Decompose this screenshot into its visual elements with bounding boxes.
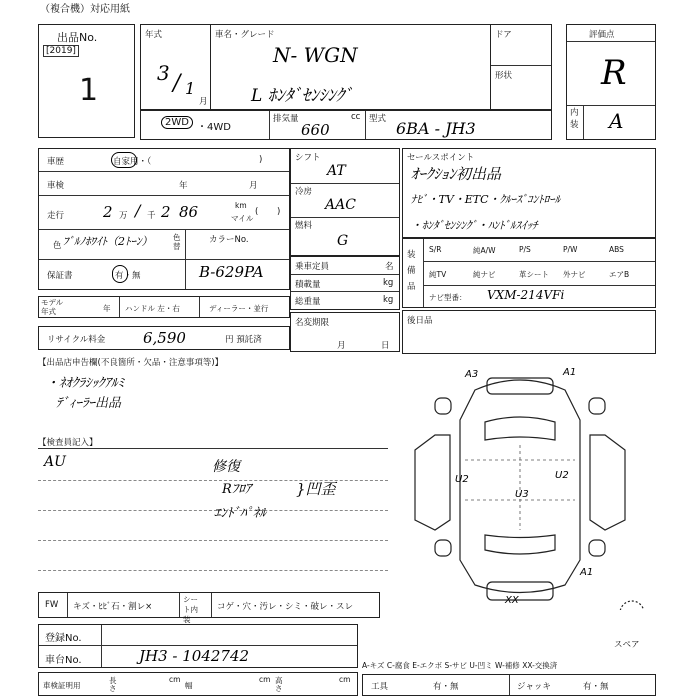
model-label: モデル年式	[41, 298, 64, 316]
rename-box	[290, 312, 400, 352]
car-grade: L ﾎﾝﾀﾞｾﾝｼﾝｸﾞ	[251, 86, 353, 106]
drive-box	[140, 110, 552, 140]
capacity-box	[290, 256, 400, 310]
equipment-option: P/S	[519, 245, 531, 254]
fw-row	[38, 592, 380, 624]
equipment-option: P/W	[563, 245, 578, 254]
color-label: 色	[53, 241, 62, 251]
equipment-option: 純ナビ	[473, 270, 496, 279]
equipment-label: 装備品	[407, 250, 416, 292]
door-box	[490, 24, 552, 110]
color-no-value: B-629PA	[199, 263, 264, 281]
sales-line3: ・ﾎﾝﾀﾞｾﾝｼﾝｸﾞ・ﾊﾝﾄﾞﾙｽｲｯﾁ	[411, 219, 538, 232]
sheet-title: （複合機）対応用紙	[40, 4, 130, 15]
recycle-unit: 円 預託済	[225, 335, 262, 345]
declaration-label: 【出品店申告欄(不良箇所・欠品・注意事項等)】	[38, 358, 224, 368]
cert-cm-1: cm	[169, 675, 181, 684]
lot-label: 出品No.	[57, 31, 98, 44]
color-change-label: 色替	[173, 233, 181, 251]
inspector-bracket-note: }凹歪	[296, 480, 336, 498]
navi-value: VXM-214VFi	[487, 288, 565, 302]
shaken-month: 月	[249, 181, 258, 191]
year-label: 年式	[145, 30, 163, 40]
cert-cm-2: cm	[259, 675, 271, 684]
mark-xx: XX	[505, 595, 519, 606]
lot-number: 1	[79, 73, 99, 108]
history-paren-close: )	[259, 155, 263, 165]
fw-options: キズ・ﾋﾋﾞ石・割レ×	[73, 602, 153, 612]
mileage-paren-open: (	[255, 207, 259, 217]
handle-label: ハンドル 左・右	[125, 304, 180, 313]
car-label: 車名・グレード	[215, 30, 275, 40]
seats-unit: 名	[385, 262, 394, 272]
drive-4wd: ・4WD	[197, 122, 231, 133]
weight-unit: kg	[383, 295, 394, 305]
spare-label: スペア	[614, 640, 640, 650]
jack-label: ジャッキ	[517, 682, 551, 692]
back-date-label: 後日品	[407, 316, 433, 326]
equipment-option: 外ナビ	[563, 270, 586, 279]
tools-row	[362, 674, 656, 696]
year-value: 3	[157, 61, 170, 85]
warranty-label: 保証書	[47, 271, 73, 281]
eval-score: R	[601, 53, 627, 93]
inspector-line3: Rﾌﾛｱ	[222, 482, 252, 497]
equipment-option: 純A/W	[473, 246, 496, 255]
equipment-option: ABS	[609, 245, 624, 254]
mark-u2-right: U2	[555, 470, 569, 481]
frame-label: 車台No.	[45, 655, 82, 666]
inspector-line1: AU	[44, 454, 66, 470]
type-label: 型式	[369, 114, 387, 124]
cc-label: 排気量	[273, 114, 299, 124]
history-box	[38, 148, 290, 290]
fuel-label: 燃料	[295, 221, 313, 231]
year-month-suffix: 月	[199, 97, 208, 107]
shaken-label: 車検	[47, 181, 65, 191]
warranty-options: 有・無	[115, 271, 141, 281]
door-label: ドア	[495, 30, 512, 40]
tools-options: 有・無	[433, 682, 459, 692]
registration-label: 登録No.	[45, 633, 82, 644]
equipment-box	[402, 238, 656, 308]
rename-label: 名変期限	[295, 318, 330, 328]
declaration-line2: ﾃﾞｨｰﾗｰ出品	[56, 396, 122, 411]
year-slash: /	[173, 71, 181, 96]
ac-value: AAC	[325, 197, 356, 213]
drive-2wd-circled	[161, 116, 193, 129]
cert-cm-3: cm	[339, 675, 351, 684]
mileage-sen: 2	[161, 203, 171, 221]
legend: A-キズ C-腐食 E-エクボ S-サビ U-凹ミ W-補修 XX-交換済	[362, 661, 558, 670]
year-badge-value: 2019	[49, 46, 73, 56]
inspector-line2: 修復	[212, 459, 240, 475]
sales-line2: ﾅﾋﾞ・TV・ETC・ｸﾙｰｽﾞｺﾝﾄﾛｰﾙ	[411, 193, 561, 206]
interior-score: A	[609, 109, 624, 133]
inspector-line4: ｴﾝﾄﾞﾊﾟﾈﾙ	[214, 506, 266, 521]
color-value: ﾌﾞﾙﾉﾎﾜｲﾄ（2ﾄｰﾝ）	[63, 235, 153, 248]
mileage-label: 走行	[47, 211, 65, 221]
sales-box	[402, 148, 656, 238]
car-name: N- WGN	[273, 43, 358, 67]
cert-row	[38, 672, 358, 696]
cert-label: 車検証明用	[43, 681, 81, 690]
seats-label: 乗車定員	[295, 262, 330, 272]
sales-label: セールスポイント	[407, 153, 475, 163]
shift-label: シフト	[295, 153, 321, 163]
fw-label: FW	[45, 600, 59, 610]
inspector-label: 【検査員記入】	[38, 438, 98, 448]
fuel-value: G	[337, 233, 349, 249]
model-year-suffix: 年	[103, 304, 111, 313]
mileage-sen-unit: 千	[147, 211, 156, 221]
year-badge: [2019]	[43, 45, 79, 57]
jack-options: 有・無	[583, 682, 609, 692]
color-no-label: カラーNo.	[209, 235, 249, 245]
history-options: 自家用・（	[113, 157, 152, 167]
sales-line1: ｵｰｸｼｮﾝ初出品	[411, 165, 502, 183]
equipment-option: 革シート	[519, 270, 549, 279]
navi-label: ナビ型番：	[429, 293, 467, 302]
mile-label: マイル	[231, 214, 254, 223]
year-month: 1	[185, 79, 196, 98]
load-unit: kg	[383, 278, 394, 288]
history-label: 車歴	[47, 157, 65, 167]
declaration-line1: ・ﾈｵｸﾗｼｯｸｱﾙﾐ	[46, 376, 125, 391]
load-label: 積載量	[295, 280, 321, 290]
cert-height: 高さ	[275, 676, 283, 693]
registration-box	[38, 624, 358, 668]
frame-value: JH3 - 1042742	[139, 647, 250, 665]
equipment-option: 純TV	[429, 270, 447, 279]
mark-u3: U3	[515, 489, 529, 500]
tools-label: 工具	[371, 682, 389, 692]
mark-a3: A3	[465, 369, 479, 380]
shift-value: AT	[327, 163, 346, 179]
seat-options: コゲ・穴・汚レ・シミ・破レ・スレ	[217, 602, 354, 612]
mileage-rest: 86	[179, 203, 199, 221]
rename-month: 月	[337, 341, 346, 351]
car-box	[210, 24, 492, 110]
mileage-man-unit: 万	[119, 211, 128, 221]
mileage-man: 2	[103, 203, 113, 221]
recycle-label: リサイクル料金	[47, 335, 106, 345]
dealer-label: ディーラー・並行	[209, 304, 269, 313]
eval-label: 評価点	[589, 30, 615, 40]
shape-label: 形状	[495, 71, 513, 81]
type-value: 6BA - JH3	[396, 119, 476, 138]
drive-2wd: 2WD	[165, 117, 189, 128]
rename-day: 日	[381, 341, 390, 351]
seat-label: シート内装	[183, 595, 198, 624]
eval-box	[566, 24, 656, 140]
model-row	[38, 296, 290, 318]
km-label: km	[235, 201, 247, 210]
shift-box	[290, 148, 400, 256]
ac-label: 冷房	[295, 187, 313, 197]
cert-len: 長さ	[109, 676, 117, 693]
cert-width: 幅	[185, 681, 193, 690]
year-box	[140, 24, 212, 110]
equipment-option: S/R	[429, 245, 442, 254]
recycle-row	[38, 326, 290, 350]
cc-value: 660	[301, 121, 330, 139]
mileage-paren-close: )	[277, 207, 281, 217]
mark-u2-left: U2	[455, 474, 469, 485]
mileage-slash: /	[135, 201, 141, 220]
lot-box	[38, 24, 135, 138]
weight-label: 総重量	[295, 297, 321, 307]
shaken-year: 年	[179, 181, 188, 191]
back-date-box	[402, 310, 656, 354]
recycle-value: 6,590	[143, 329, 186, 347]
mark-a1-top: A1	[563, 367, 577, 378]
equipment-option: エアB	[609, 270, 630, 279]
interior-label: 内装	[570, 108, 579, 130]
car-diagram	[395, 360, 660, 610]
mark-a1-bottom: A1	[580, 567, 594, 578]
cc-unit: cc	[351, 112, 361, 122]
